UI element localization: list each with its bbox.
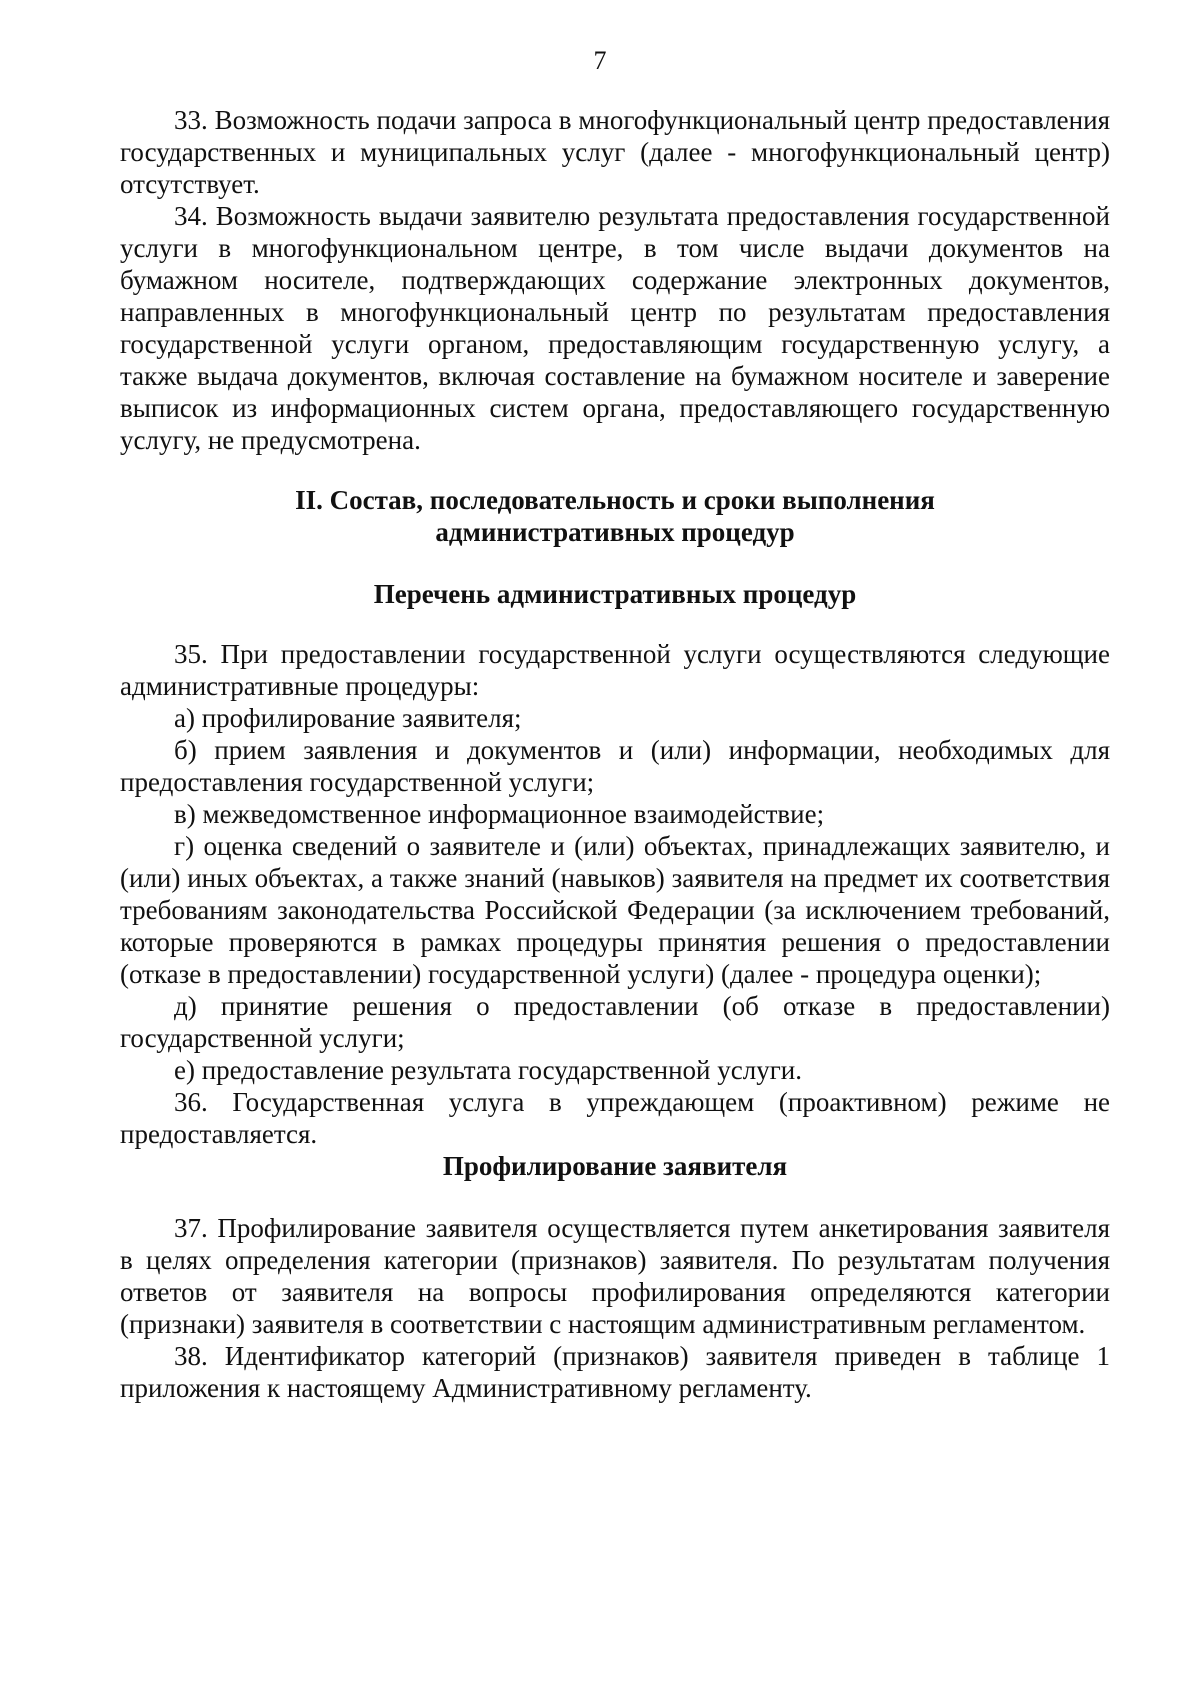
page-number: 7	[593, 46, 607, 75]
section-heading	[120, 484, 1110, 548]
list-item-e: е) предоставление результата государственной услуги.	[174, 1055, 802, 1085]
paragraph-37: 37. Профилирование заявителя осуществляется путем анкетирования заявителя в целях определения категории (признаков) заявителя. По результатам получения ответов от заявителя на вопросы профилирования определяются категории (признаки) заявителя в соответствии с настоящим административным регламентом.	[120, 1213, 1110, 1339]
paragraph-36: 36. Государственная услуга в упреждающем (проактивном) режиме не предоставляется.	[120, 1087, 1110, 1149]
paragraph-33: 33. Возможность подачи запроса в многофункциональный центр предоставления государственных и муниципальных услуг (далее - многофункциональный центр) отсутствует.	[120, 105, 1110, 199]
document-body	[120, 104, 1110, 1404]
subheading-procedures-list: Перечень административных процедур	[373, 579, 857, 609]
list-item-g: г) оценка сведений о заявителе и (или) объектах, принадлежащих заявителю, и (или) иных объектах, а также знаний (навыков) заявителя на предмет их соответствия требованиям законодательства Российской Федерации (за исключением требований, которые проверяются в рамках процедуры принятия решения о предоставлении (отказе в предоставлении) государственной услуги) (далее - процедура оценки);	[120, 831, 1110, 989]
list-item-b: б) прием заявления и документов и (или) информации, необходимых для предоставления государственной услуги;	[120, 735, 1110, 797]
list-item-a: а) профилирование заявителя;	[174, 703, 522, 733]
paragraph-34: 34. Возможность выдачи заявителю результата предоставления государственной услуги в многофункциональном центре, в том числе выдачи документов на бумажном носителе, подтверждающих содержание электронных документов, направленных в многофункциональный центр по результатам предоставления государственной услуги органом, предоставляющим государственную услугу, а также выдача документов, включая составление на бумажном носителе и заверение выписок из информационных систем органа, предоставляющего государственную услугу, не предусмотрена.	[120, 201, 1110, 455]
list-item-v: в) межведомственное информационное взаимодействие;	[174, 799, 825, 829]
section-heading-line1: II. Состав, последовательность и сроки выполнения	[295, 485, 935, 515]
paragraph-38: 38. Идентификатор категорий (признаков) заявителя приведен в таблице 1 приложения к настоящему Административному регламенту.	[120, 1341, 1110, 1403]
list-item-d: д) принятие решения о предоставлении (об отказе в предоставлении) государственной услуги;	[120, 991, 1110, 1053]
paragraph-35: 35. При предоставлении государственной услуги осуществляются следующие административные процедуры:	[120, 639, 1110, 701]
section-heading-line2: административных процедур	[435, 517, 795, 547]
subheading-applicant-profiling: Профилирование заявителя	[442, 1151, 788, 1181]
